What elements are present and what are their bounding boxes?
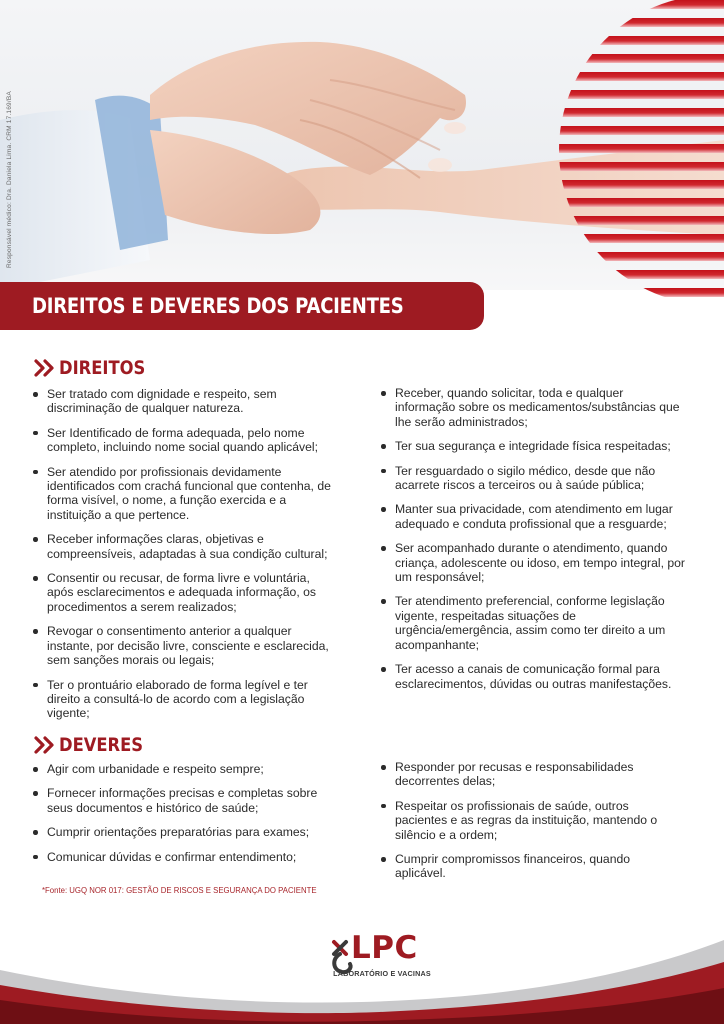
- direitos-left-list: [33, 387, 333, 721]
- list-item: Agir com urbanidade e respeito sempre;: [33, 762, 333, 776]
- list-item: Ter acesso a canais de comunicação formal para esclarecimentos, dúvidas ou outras manifestações.: [381, 662, 685, 691]
- list-item: Ter o prontuário elaborado de forma legível e ter direito a consultá-lo de acordo com a legislação vigente;: [33, 678, 333, 721]
- list-item: Comunicar dúvidas e confirmar entendimento;: [33, 850, 333, 864]
- list-item: Ter resguardado o sigilo médico, desde que não acarrete riscos a terceiros ou à saúde pública;: [381, 464, 685, 493]
- list-item: Responder por recusas e responsabilidades decorrentes delas;: [381, 760, 681, 789]
- direitos-title: DIREITOS: [59, 357, 146, 379]
- medical-responsible-credit: Responsável médico: Dra. Daniela Lima. CRM 17.169/BA: [6, 91, 13, 268]
- list-item: Fornecer informações precisas e completas sobre seus documentos e histórico de saúde;: [33, 786, 333, 815]
- double-chevron-icon: [34, 736, 56, 754]
- list-item: Revogar o consentimento anterior a qualquer instante, por decisão livre, consciente e esclarecida, sem sanções morais ou legais;: [33, 624, 333, 667]
- list-item: Ser acompanhado durante o atendimento, quando criança, adolescente ou idoso, em tempo integral, por um responsável;: [381, 541, 685, 584]
- page-title: DIREITOS E DEVERES DOS PACIENTES: [32, 294, 404, 318]
- source-footnote: *Fonte: UGQ NOR 017: GESTÃO DE RISCOS E SEGURANÇA DO PACIENTE: [42, 886, 317, 895]
- list-item: Ser tratado com dignidade e respeito, sem discriminação de qualquer natureza.: [33, 387, 333, 416]
- double-chevron-icon: [34, 359, 56, 377]
- list-item: Ser atendido por profissionais devidamente identificados com crachá funcional que contenha, de forma visível, o nome, a função exercida e a instituição a que pertence.: [33, 465, 333, 523]
- list-item: Receber, quando solicitar, toda e qualquer informação sobre os medicamentos/substâncias que lhe serão administrados;: [381, 386, 685, 429]
- list-item: Manter sua privacidade, com atendimento em lugar adequado e conduta profissional que a resguarde;: [381, 502, 685, 531]
- list-item: Cumprir orientações preparatórias para exames;: [33, 825, 333, 839]
- list-item: Consentir ou recusar, de forma livre e voluntária, após esclarecimentos e adequada informação, os procedimentos a serem realizados;: [33, 571, 333, 614]
- deveres-left-list: [33, 762, 333, 864]
- list-item: Ter sua segurança e integridade física respeitadas;: [381, 439, 685, 453]
- list-item: Receber informações claras, objetivas e compreensíveis, adaptadas à sua condição cultural;: [33, 532, 333, 561]
- direitos-heading: [34, 357, 159, 379]
- direitos-right-list: [381, 386, 685, 691]
- logo-wordmark: LPC: [351, 930, 418, 966]
- deveres-heading: [34, 734, 157, 756]
- list-item: Ser Identificado de forma adequada, pelo nome completo, incluindo nome social quando aplicável;: [33, 426, 333, 455]
- list-item: Ter atendimento preferencial, conforme legislação vigente, respeitadas situações de urgência/emergência, assim como ter direito a um acompanhante;: [381, 594, 685, 652]
- striped-circle-decoration: [548, 0, 724, 310]
- deveres-right-list: [381, 760, 681, 881]
- list-item: Respeitar os profissionais de saúde, outros pacientes e as regras da instituição, mantendo o silêncio e a ordem;: [381, 799, 681, 842]
- deveres-title: DEVERES: [59, 734, 144, 756]
- list-item: Cumprir compromissos financeiros, quando aplicável.: [381, 852, 681, 881]
- logo-subtitle: LABORATÓRIO E VACINAS: [333, 969, 431, 978]
- title-banner: [0, 282, 484, 330]
